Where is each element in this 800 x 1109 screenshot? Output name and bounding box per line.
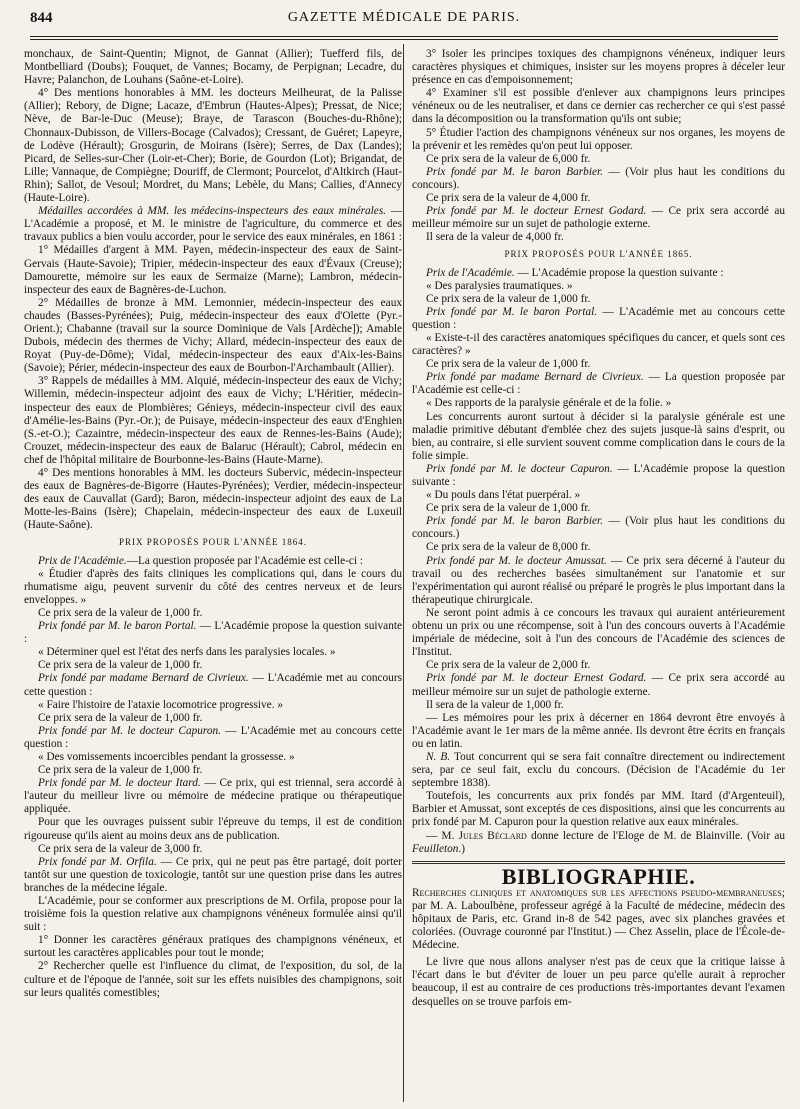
prize-value: Ce prix sera de la valeur de 3,000 fr. bbox=[38, 842, 203, 855]
paragraph: Prix fondé par madame Bernard de Civrieux. — L'Académie met au concours cette question : bbox=[24, 672, 402, 698]
quote: « Du pouls dans l'état puerpéral. » bbox=[426, 489, 581, 502]
paragraph: Prix fondé par M. le baron Portal. — L'Académie propose la question suivante : bbox=[24, 620, 402, 646]
paragraph: Prix fondé par madame Bernard de Civrieux. — La question proposée par l'Académie est celle-ci : bbox=[412, 371, 785, 397]
prize-value: Ce prix sera de la valeur de 1,000 fr. bbox=[426, 358, 591, 371]
paragraph: Le livre que nous allons analyser n'est pas de ceux que la critique laisse à l'écart dans le but d'éviter de louer un peu parce qu'elle aurait à reprocher beaucoup, il est au contraire de ces productions très-importantes devant l'examen desquelles on se trouve parfois em- bbox=[412, 956, 785, 1008]
quote: « Déterminer quel est l'état des nerfs dans les paralysies locales. » bbox=[38, 646, 336, 659]
paragraph: Prix fondé par M. le docteur Itard. — Ce prix, qui est triennal, sera accordé à l'auteur du meilleur livre ou mémoire de médecine pratique ou thérapeutique appliquée. bbox=[24, 777, 402, 816]
prize-value: Ce prix sera de la valeur de 1,000 fr. bbox=[38, 711, 203, 724]
paragraph: Prix fondé par M. le docteur Capuron. — L'Académie propose la question suivante : bbox=[412, 462, 785, 488]
paragraph: Les concurrents auront surtout à décider si la paralysie générale est une maladie primitive débutant d'emblée chez des sujets jusque-là sains d'esprit, ou bien, au contraire, si elle survient souvent comme complication dans le cours de la folie simple. bbox=[412, 410, 785, 462]
prize-value: Il sera de la valeur de 4,000 fr. bbox=[426, 231, 564, 244]
prize-value: Ce prix sera de la valeur de 8,000 fr. bbox=[426, 541, 591, 554]
paragraph: Prix fondé par M. le docteur Ernest Godard. — Ce prix sera accordé au meilleur mémoire sur un sujet de pathologie externe. bbox=[412, 205, 785, 231]
list-item: 5° Étudier l'action des champignons vénéneux sur nos organes, les moyens de la prévenir et les remèdes qu'on peut lui opposer. bbox=[412, 126, 785, 152]
book-reference: Recherches cliniques et anatomiques sur les affections pseudo-membraneuses; par M. A. Laboulbène, professeur agrégé à la Faculté de médecine, médecin des hôpitaux de Paris, etc. Grand in-8 de 542 pages, avec six planches gravées et coloriées. (Ouvrage couronné par l'Institut.) — Chez Asselin, place de l'École-de-Médecine. bbox=[412, 886, 785, 952]
paragraph: 4° Des mentions honorables à MM. les docteurs Meilheurat, de la Palisse (Allier); Rebory, de Digne; Lacaze, d'Embrun (Hautes-Alpes); Pressat, de Nice; Nève, de Bar-le-Duc (Meuse); Braye, de Tarascon (Bouches-du-Rhône); Chonnaux-Dubisson, de Villers-Bocage (Calvados); Cressant, de Guéret; Lapeyre, de Lodève (Hérault); Grosgurin, de Moirans (Isère); Serres, de Dax (Landes); Picard, de Selles-sur-Cher (Loir-et-Cher); Borie, de Gourdon (Lot); Brigandat, de Lille; Vannaque, de Compiègne; Douriff, de Clermont; Pourcelot, d'Altkirch (Haut-Rhin); Sallot, de Vesoul; Mordret, du Mans; Lebèle, du Mans; Callies, d'Annecy (Haute-Loire). bbox=[24, 87, 402, 205]
list-item: 1° Donner les caractères généraux pratiques des champignons vénéneux, et surtout les caractères applicables pour tout le monde; bbox=[24, 934, 402, 960]
prize-value: Ce prix sera de la valeur de 1,000 fr. bbox=[38, 606, 203, 619]
section-rule bbox=[412, 861, 785, 862]
column-divider bbox=[403, 44, 404, 1102]
paragraph: 4° Des mentions honorables à MM. les docteurs Subervic, médecin-inspecteur des eaux de Bagnères-de-Bigorre (Hautes-Pyrénées); Verdier, médecin-inspecteur des eaux de Cauvallat (Gard); Baron, médecin-inspecteur adjoint des eaux de La Motte-les-Bains (Isère); Chapelain, médecin-inspecteur des eaux de Luxeuil (Haute-Saône). bbox=[24, 467, 402, 532]
paragraph: Prix fondé par M. le baron Portal. — L'Académie met au concours cette question : bbox=[412, 305, 786, 331]
paragraph: 2° Médailles de bronze à MM. Lemonnier, médecin-inspecteur des eaux chaudes (Basses-Pyrénées); Puig, médecin-inspecteur des eaux d'Olette (Pyr.-Orient.); Chabanne (travail sur la source Dominique de Vals [Ardèche]); Amable Dubois, médecin des thermes de Vichy; Allard, médecin-inspecteur des eaux de Royat (Puy-de-Dôme); Vidal, médecin-inspecteur des eaux d'Aix-les-Bains (Savoie); Périer, médecin-inspecteur des eaux de Bourbon-l'Archambault (Allier). bbox=[24, 296, 402, 375]
header-rule-double bbox=[30, 39, 778, 40]
quote: « Des paralysies traumatiques. » bbox=[426, 279, 573, 292]
prize-value: Ce prix sera de la valeur de 6,000 fr. bbox=[426, 152, 591, 165]
paragraph: L'Académie, pour se conformer aux prescriptions de M. Orfila, propose pour la troisième fois la question relative aux champignons vénéneux formulée ainsi qu'il suit : bbox=[24, 895, 402, 934]
section-heading-1864: PRIX PROPOSÉS POUR L'ANNÉE 1864. bbox=[119, 537, 307, 548]
prize-value: Ce prix sera de la valeur de 1,000 fr. bbox=[426, 292, 591, 305]
prize-value: Il sera de la valeur de 1,000 fr. bbox=[426, 698, 564, 711]
page-number: 844 bbox=[30, 10, 53, 26]
prize-value: Ce prix sera de la valeur de 1,000 fr. bbox=[38, 764, 203, 777]
paragraph: monchaux, de Saint-Quentin; Mignot, de Gannat (Allier); Tuefferd fils, de Montbelliard (Doubs); Fouquet, de Vannes; Bocamy, de Perpignan; Lecadre, du Havre; Palanchon, de Louhans (Saône-et-Loire). bbox=[24, 48, 402, 87]
paragraph: Médailles accordées à MM. les médecins-inspecteurs des eaux minérales. — L'Académie a proposé, et M. le ministre de l'agriculture, du commerce et des travaux publics a bien voulu accorder, pour le service des eaux minérales, en 1861 : bbox=[24, 205, 403, 244]
quote: « Des vomissements incoercibles pendant la grossesse. » bbox=[38, 750, 295, 763]
journal-title: GAZETTE MÉDICALE DE PARIS. bbox=[287, 10, 521, 25]
bibliography-title: BIBLIOGRAPHIE. bbox=[501, 863, 696, 889]
paragraph: — Les mémoires pour les prix à décerner en 1864 devront être envoyés à l'Académie avant le 1er mars de la même année. Ils devront être écrits en français ou en latin. bbox=[412, 711, 785, 750]
prize-value: Ce prix sera de la valeur de 4,000 fr. bbox=[426, 192, 591, 205]
page-header bbox=[30, 10, 778, 32]
paragraph: 3° Rappels de médailles à MM. Alquié, médecin-inspecteur des eaux de Vichy; Willemin, médecin-inspecteur adjoint des eaux de Vichy; L'Héritier, médecin-inspecteur des eaux de Plombières; Génieys, médecin-inspecteur civil des eaux d'Amélie-les-Bains (Pyr.-Or.); de Puisaye, médecin-inspecteur des eaux d'Enghien (S.-et-O.); Cazaintre, médecin-inspecteur des eaux de Rennes-les-Bains (Aude); Crouzet, médecin-inspecteur des eaux de Balaruc (Hérault); Cabrol, médecin en chef de l'hôpital militaire de Bourbonne-les-Bains (Haute-Marne). bbox=[24, 375, 402, 466]
prize-value: Ce prix sera de la valeur de 2,000 fr. bbox=[426, 659, 591, 672]
left-column bbox=[24, 48, 402, 1000]
quote: « Existe-t-il des caractères anatomiques spécifiques du cancer, et quels sont ces caractères? » bbox=[412, 331, 785, 358]
header-rule bbox=[30, 36, 778, 37]
paragraph-heading: Médailles accordées à MM. les médecins-inspecteurs des eaux minérales. bbox=[38, 205, 387, 218]
paragraph: Prix fondé par M. le baron Barbier. — (Voir plus haut les conditions du concours.) bbox=[412, 515, 785, 541]
prize-value: Ce prix sera de la valeur de 1,000 fr. bbox=[426, 502, 591, 515]
section-heading-1865: PRIX PROPOSÉS POUR L'ANNÉE 1865. bbox=[504, 249, 693, 260]
paragraph: Prix de l'Académie. — L'Académie propose la question suivante : bbox=[426, 266, 724, 279]
paragraph: Ne seront point admis à ce concours les travaux qui auraient antérieurement obtenu un prix ou une récompense, soit à l'un des concours ouverts à l'Académie impériale de médecine, soit à l'un des concours de l'Académie des sciences de l'Institut. bbox=[412, 606, 785, 659]
quote: « Des rapports de la paralysie générale et de la folie. » bbox=[426, 397, 672, 410]
paragraph: N. B. Tout concurrent qui se sera fait connaître directement ou indirectement sera, par ce seul fait, exclu du concours. (Décision de l'Académie du 1er septembre 1838). bbox=[412, 750, 785, 790]
paragraph: Prix fondé par M. Orfila. — Ce prix, qui ne peut pas être partagé, doit porter tantôt sur une question de toxicologie, tantôt sur une question prise dans les autres branches de la médecine légale. bbox=[24, 855, 402, 894]
quote: « Faire l'histoire de l'ataxie locomotrice progressive. » bbox=[38, 698, 283, 711]
paragraph: Prix fondé par M. le docteur Amussat. — Ce prix sera décerné à l'auteur du travail ou des recherches basées simultanément sur l'anatomie et sur l'expérimentation qui auront réalisé ou préparé le progrès le plus important dans la thérapeutique chirurgicale. bbox=[412, 554, 785, 606]
paragraph: Toutefois, les concurrents aux prix fondés par MM. Itard (d'Argenteuil), Barbier et Amussat, sont exceptés de ces dispositions, ainsi que les concurrents au prix fondé par M. Capuron pour la question relative aux eaux minérales. bbox=[412, 790, 785, 829]
paragraph: — M. Jules Béclard donne lecture de l'Eloge de M. de Blainville. (Voir au Feuilleton.) bbox=[412, 829, 785, 855]
paragraph: Prix fondé par M. le docteur Ernest Godard. — Ce prix sera accordé au meilleur mémoire sur un sujet de pathologie externe. bbox=[412, 672, 785, 698]
right-column bbox=[412, 48, 785, 1009]
list-item: 4° Examiner s'il est possible d'enlever aux champignons leurs principes vénéneux ou de les neutraliser, et dans ce dernier cas rechercher ce qui s'est passé dans la décomposition ou la transformation qu'ils ont subie; bbox=[412, 87, 785, 126]
list-item: 2° Rechercher quelle est l'influence du climat, de l'exposition, du sol, de la culture et de l'époque de l'année, soit sur les effets nuisibles des champignons, soit sur leurs qualités comestibles; bbox=[24, 960, 402, 999]
list-item: 3° Isoler les principes toxiques des champignons vénéneux, indiquer leurs caractères physiques et chimiques, insister sur les moyens propres à déceler leur présence en cas d'empoisonnement; bbox=[412, 48, 785, 87]
paragraph: Prix de l'Académie.—La question proposée par l'Académie est celle-ci : bbox=[38, 554, 364, 567]
quote: « Étudier d'après des faits cliniques les complications qui, dans le cours du rhumatisme aigu, peuvent survenir du côté des centres nerveux et de leurs enveloppes. » bbox=[24, 567, 402, 606]
paragraph: 1° Médailles d'argent à MM. Payen, médecin-inspecteur des eaux de Saint-Gervais (Haute-Savoie); Tripier, médecin-inspecteur des eaux d'Évaux (Creuse); Damourette, mémoire sur les eaux de Sermaize (Marne); Lambron, médecin-inspecteur des eaux de Bagnères-de-Luchon. bbox=[24, 244, 402, 296]
paragraph: Prix fondé par M. le baron Barbier. — (Voir plus haut les conditions du concours). bbox=[412, 165, 785, 191]
paragraph: Prix fondé par M. le docteur Capuron. — L'Académie met au concours cette question : bbox=[24, 724, 402, 750]
prize-value: Ce prix sera de la valeur de 1,000 fr. bbox=[38, 659, 203, 672]
paragraph: Pour que les ouvrages puissent subir l'épreuve du temps, il est de condition rigoureuse qu'ils aient au moins deux ans de publication. bbox=[24, 816, 402, 842]
